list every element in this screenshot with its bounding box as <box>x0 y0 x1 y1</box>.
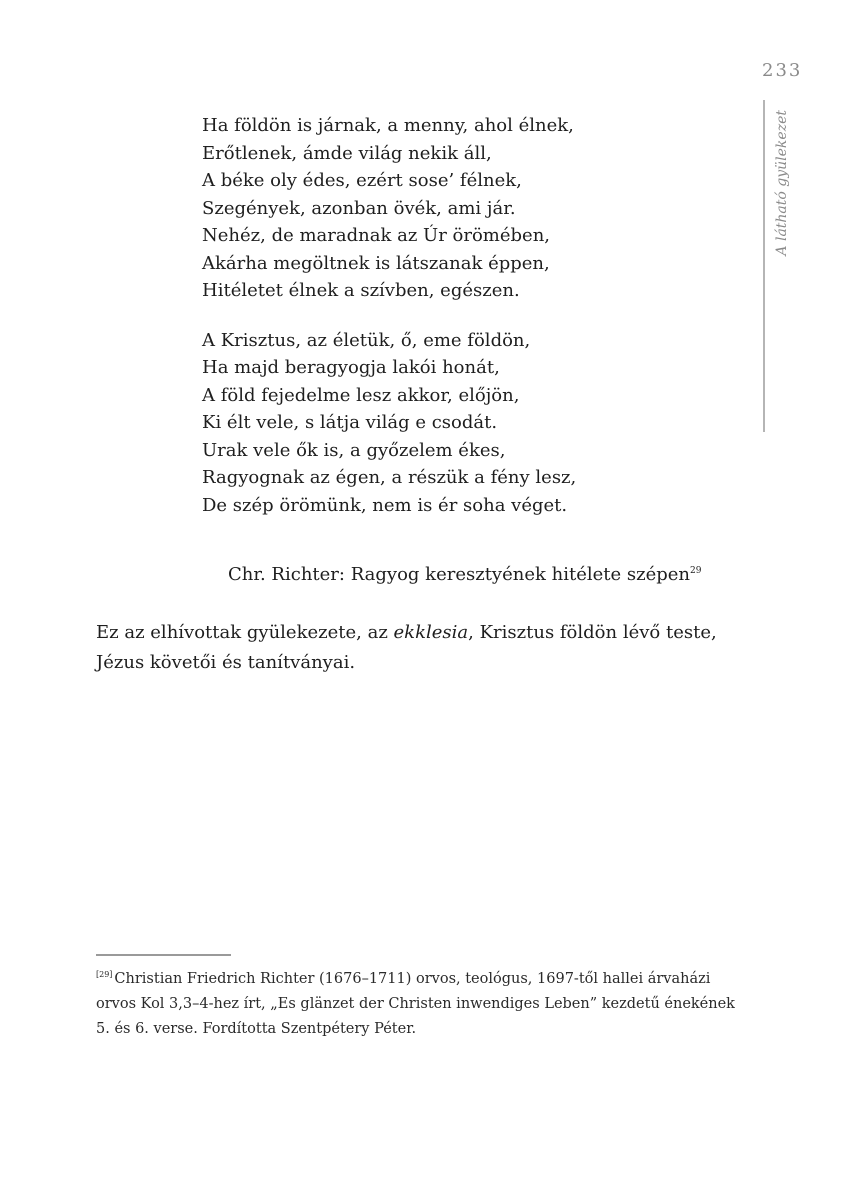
footnote-rule <box>96 954 231 956</box>
poem-line: Nehéz, de maradnak az Úr örömében, <box>202 225 551 246</box>
body-text-part2: , Krisztus földön lévő teste, Jézus követői és tanítványai. <box>96 622 717 673</box>
footnote-text: Christian Friedrich Richter (1676–1711) orvos, teológus, 1697-től hallei árvaházi orvos Kol 3,3–4-hez írt, „Es glänzet der Christen inwendiges Leben” kezdetű énekének 5. és 6. verse. Fordította Szentpétery Péter. <box>96 971 735 1037</box>
running-head: A látható gyülekezet <box>774 110 790 256</box>
poem-line: De szép örömünk, nem is ér soha véget. <box>202 494 568 516</box>
poem-line: Szegények, azonban övék, ami jár. <box>202 197 516 219</box>
footnote-marker: [29] <box>96 970 113 979</box>
poem-line: Ha majd beragyogja lakói honát, <box>202 357 500 378</box>
poem-line: Ki élt vele, s látja világ e csodát. <box>202 412 498 433</box>
poem-line: A föld fejedelme lesz akkor, előjön, <box>202 384 520 406</box>
footnote <box>96 962 744 1042</box>
poem-line: Ragyognak az égen, a részük a fény lesz, <box>202 467 577 488</box>
poem-line: Hitéletet élnek a szívben, egészen. <box>202 280 520 301</box>
attribution-text: Chr. Richter: Ragyog keresztyének hitélete szépen <box>228 564 691 585</box>
poem-line: Erőtlenek, ámde világ nekik áll, <box>202 142 492 164</box>
body-text-part1: Ez az elhívottak gyülekezete, az <box>96 622 394 643</box>
poem <box>202 112 752 541</box>
stanza-2 <box>202 327 752 520</box>
poem-line: Akárha megöltnek is látszanak éppen, <box>202 252 550 274</box>
footnote-reference[interactable]: 29 <box>690 566 702 576</box>
poem-line: Ha földön is járnak, a menny, ahol élnek, <box>202 115 574 136</box>
body-paragraph <box>96 618 756 678</box>
poem-attribution <box>228 558 701 588</box>
stanza-1 <box>202 112 752 305</box>
body-text-italic: ekklesia <box>393 622 469 643</box>
poem-line: A Krisztus, az életük, ő, eme földön, <box>202 329 531 351</box>
poem-line: Urak vele ők is, a győzelem ékes, <box>202 439 506 461</box>
margin-rule <box>763 100 765 432</box>
page-number: 233 <box>762 60 803 81</box>
poem-line: A béke oly édes, ezért sose’ félnek, <box>202 170 522 191</box>
